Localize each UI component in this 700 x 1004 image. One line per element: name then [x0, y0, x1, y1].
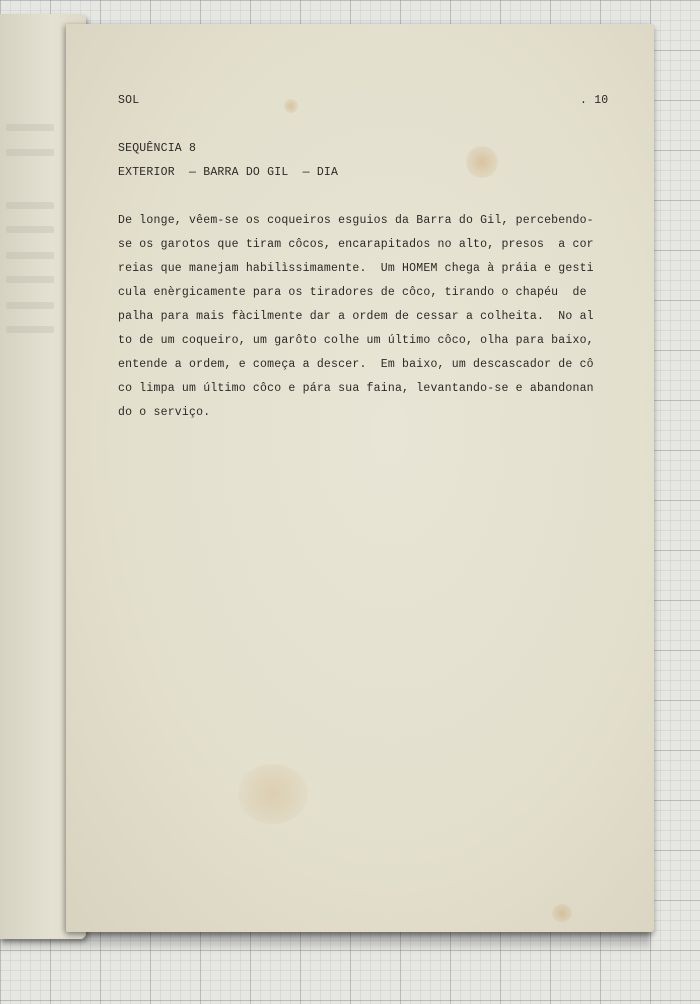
header-title: SOL: [118, 94, 140, 107]
stain: [238, 764, 308, 824]
scene-location: EXTERIOR — BARRA DO GIL — DIA: [118, 166, 339, 179]
bleed-through-line: [6, 252, 54, 259]
typewritten-page: [66, 24, 654, 932]
bleed-through-line: [6, 149, 54, 156]
body-line: cula enèrgicamente para os tiradores de côco, tirando o chapéu de: [118, 286, 587, 299]
body-line: to de um coqueiro, um garôto colhe um último côco, olha para baixo,: [118, 334, 594, 347]
bleed-through-line: [6, 276, 54, 283]
stain: [284, 99, 298, 113]
sequence-heading: SEQUÊNCIA 8: [118, 142, 197, 155]
bleed-through-line: [6, 326, 54, 333]
bleed-through-line: [6, 226, 54, 233]
page-shadow: [0, 930, 650, 952]
stain: [466, 146, 498, 178]
body-line: palha para mais fàcilmente dar a ordem de cessar a colheita. No al: [118, 310, 594, 323]
stain: [552, 904, 572, 922]
body-line: co limpa um último côco e pára sua faina, levantando-se e abandonan: [118, 382, 594, 395]
body-line: se os garotos que tiram côcos, encarapitados no alto, presos a cor: [118, 238, 594, 251]
body-line: do o serviço.: [118, 406, 211, 419]
bleed-through-line: [6, 302, 54, 309]
bleed-through-line: [6, 124, 54, 131]
bleed-through-line: [6, 202, 54, 209]
body-line: De longe, vêem-se os coqueiros esguios da Barra do Gil, percebendo-: [118, 214, 594, 227]
body-line: reias que manejam habilìssimamente. Um HOMEM chega à práia e gesti: [118, 262, 594, 275]
body-line: entende a ordem, e começa a descer. Em baixo, um descascador de cô: [118, 358, 594, 371]
page-number: . 10: [580, 94, 609, 107]
